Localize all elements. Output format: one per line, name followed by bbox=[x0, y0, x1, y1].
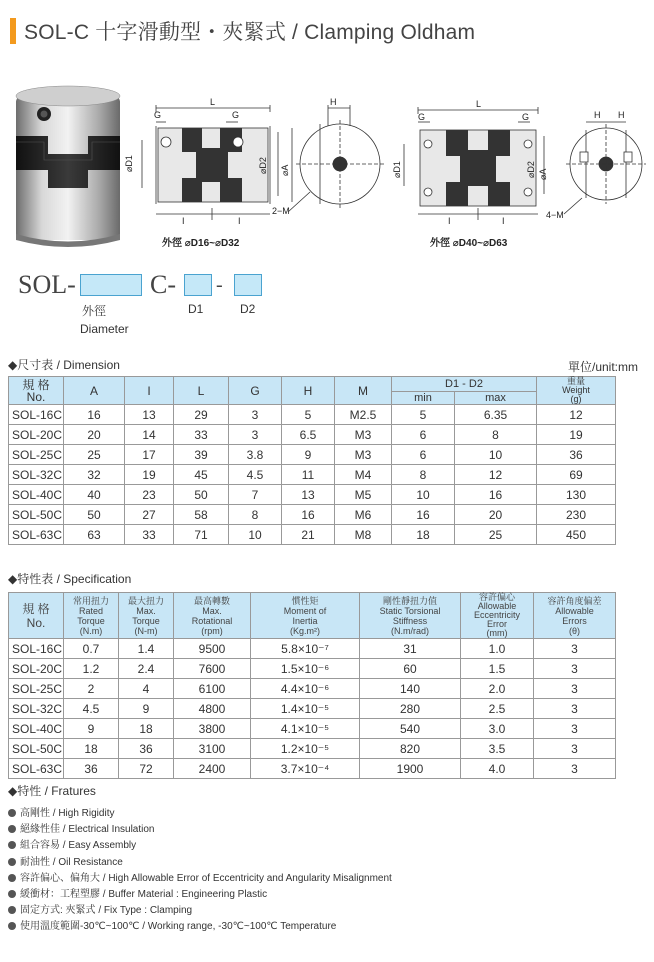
spec-cell: 140 bbox=[360, 679, 461, 699]
spec-cell: 18 bbox=[119, 719, 174, 739]
specification-row bbox=[9, 679, 616, 699]
feature-text: 固定方式: 夾緊式 / Fix Type : Clamping bbox=[20, 905, 193, 917]
specification-row bbox=[9, 719, 616, 739]
dim-cell: 6 bbox=[392, 445, 455, 465]
dim-cell: 10 bbox=[455, 445, 537, 465]
code-sep: - bbox=[216, 274, 223, 296]
bullet-icon bbox=[8, 874, 16, 882]
dim-cell: M6 bbox=[335, 505, 392, 525]
dim-cell: 10 bbox=[229, 525, 282, 545]
dim-cell: 39 bbox=[174, 445, 229, 465]
dim-cell: 8 bbox=[455, 425, 537, 445]
spec-cell: 9500 bbox=[174, 639, 251, 659]
title-accent-bar bbox=[10, 18, 16, 44]
dim-cell: 19 bbox=[125, 465, 174, 485]
spec-cell: 3100 bbox=[174, 739, 251, 759]
dim-cell: 20 bbox=[455, 505, 537, 525]
dim-cell: 63 bbox=[64, 525, 125, 545]
spec-cell: 9 bbox=[64, 719, 119, 739]
label-G: G bbox=[154, 110, 162, 120]
spec-header-inertia: 慣性矩 Moment of Inertia (Kg.m²) bbox=[251, 593, 360, 639]
dim-cell: 32 bbox=[64, 465, 125, 485]
dim-cell-model: SOL-20C bbox=[9, 425, 64, 445]
feature-text: 高剛性 / High Rigidity bbox=[20, 808, 115, 819]
spec-header-rated: 常用扭力 Rated Torque (N.m) bbox=[64, 593, 119, 639]
dim-cell: M4 bbox=[335, 465, 392, 485]
feature-text: 緩衝材：工程塑膠 / Buffer Material : Engineering Plastic bbox=[20, 888, 268, 900]
dim-cell: 16 bbox=[392, 505, 455, 525]
feature-text: 組合容易 / Easy Assembly bbox=[20, 840, 137, 852]
dim-header-G: G bbox=[229, 377, 282, 405]
spec-cell: 7600 bbox=[174, 659, 251, 679]
dim-header-weight: 重量 Weight (g) bbox=[537, 377, 616, 405]
features-section-title: ◆特性 / Fratures bbox=[8, 784, 96, 798]
spec-cell: 4.1×10⁻⁵ bbox=[251, 719, 360, 739]
feature-text: 絕緣性佳 / Electrical Insulation bbox=[20, 824, 155, 836]
specification-table bbox=[8, 592, 616, 779]
dim-cell: 130 bbox=[537, 485, 616, 505]
dim-cell: 19 bbox=[537, 425, 616, 445]
dim-cell: 5 bbox=[282, 405, 335, 425]
dim-cell: 17 bbox=[125, 445, 174, 465]
label-A-2: ⌀A bbox=[538, 168, 548, 180]
label-G-2: G bbox=[418, 112, 426, 122]
spec-cell: 1.2 bbox=[64, 659, 119, 679]
dim-cell: 12 bbox=[455, 465, 537, 485]
dim-cell: M2.5 bbox=[335, 405, 392, 425]
feature-text: 耐油性 / Oil Resistance bbox=[20, 856, 123, 868]
label-I-3: I bbox=[502, 216, 505, 226]
spec-cell: 72 bbox=[119, 759, 174, 779]
dimension-table bbox=[8, 376, 616, 545]
bullet-icon bbox=[8, 922, 16, 930]
dim-cell: 71 bbox=[174, 525, 229, 545]
dim-cell: 3.8 bbox=[229, 445, 282, 465]
dim-cell: 45 bbox=[174, 465, 229, 485]
label-L: L bbox=[210, 97, 216, 107]
dim-cell: 3 bbox=[229, 405, 282, 425]
dim-cell: 16 bbox=[282, 505, 335, 525]
feature-item bbox=[8, 871, 392, 887]
dim-cell: 6.5 bbox=[282, 425, 335, 445]
dim-cell: M3 bbox=[335, 425, 392, 445]
code-d1-label: D1 bbox=[188, 302, 204, 316]
dim-cell: 27 bbox=[125, 505, 174, 525]
spec-cell: 0.7 bbox=[64, 639, 119, 659]
code-diameter-label-en: Diameter bbox=[80, 322, 129, 336]
spec-cell: 4800 bbox=[174, 699, 251, 719]
page-title: SOL-C 十字滑動型・夾緊式 / Clamping Oldham bbox=[24, 21, 476, 44]
dim-cell-model: SOL-25C bbox=[9, 445, 64, 465]
spec-cell-model: SOL-25C bbox=[9, 679, 64, 699]
dim-cell: 11 bbox=[282, 465, 335, 485]
spec-cell: 31 bbox=[360, 639, 461, 659]
feature-item bbox=[8, 887, 392, 903]
dim-header-max: max bbox=[455, 392, 537, 405]
spec-cell: 60 bbox=[360, 659, 461, 679]
dim-header-no: 規 格 No. bbox=[9, 377, 64, 405]
spec-cell: 1.5 bbox=[461, 659, 534, 679]
label-G2: G bbox=[232, 110, 240, 120]
dim-cell: 6 bbox=[392, 425, 455, 445]
dim-cell-model: SOL-32C bbox=[9, 465, 64, 485]
unit-label: 單位/unit:mm bbox=[567, 360, 638, 374]
drawing-small-coupling bbox=[120, 96, 390, 236]
spec-cell: 540 bbox=[360, 719, 461, 739]
dim-cell-model: SOL-16C bbox=[9, 405, 64, 425]
specification-row bbox=[9, 639, 616, 659]
dim-cell: 50 bbox=[174, 485, 229, 505]
label-I-2: I bbox=[448, 216, 451, 226]
dim-cell: 18 bbox=[392, 525, 455, 545]
spec-cell: 36 bbox=[119, 739, 174, 759]
label-H-2: H bbox=[594, 110, 601, 120]
spec-cell-model: SOL-32C bbox=[9, 699, 64, 719]
dim-cell: 50 bbox=[64, 505, 125, 525]
spec-cell: 18 bbox=[64, 739, 119, 759]
label-H-3: H bbox=[618, 110, 625, 120]
dimension-section-title: ◆尺寸表 / Dimension bbox=[8, 358, 120, 372]
feature-item bbox=[8, 855, 392, 871]
spec-cell: 1.4 bbox=[119, 639, 174, 659]
dim-cell: 5 bbox=[392, 405, 455, 425]
spec-cell: 3 bbox=[534, 759, 616, 779]
dim-header-H: H bbox=[282, 377, 335, 405]
code-d2-box[interactable] bbox=[234, 274, 262, 296]
label-I2: I bbox=[238, 216, 241, 226]
dim-cell-model: SOL-63C bbox=[9, 525, 64, 545]
dim-cell: 16 bbox=[64, 405, 125, 425]
label-A: ⌀A bbox=[280, 164, 290, 176]
features-list bbox=[8, 806, 392, 936]
spec-cell: 4.0 bbox=[461, 759, 534, 779]
dim-cell: M8 bbox=[335, 525, 392, 545]
spec-header-stiffness: 剛性靜扭力值 Static Torsional Stiffness (N.m/rad) bbox=[360, 593, 461, 639]
dim-cell: 7 bbox=[229, 485, 282, 505]
spec-cell: 2.0 bbox=[461, 679, 534, 699]
bullet-icon bbox=[8, 841, 16, 849]
dim-cell: 13 bbox=[282, 485, 335, 505]
dim-header-L: L bbox=[174, 377, 229, 405]
dimension-row bbox=[9, 505, 616, 525]
feature-text: 使用溫度範圍-30℃~100℃ / Working range, -30℃~100℃ Temperature bbox=[20, 921, 337, 933]
drawing-large-coupling bbox=[390, 100, 646, 236]
code-mid: C- bbox=[150, 270, 176, 299]
specification-row bbox=[9, 659, 616, 679]
spec-cell-model: SOL-40C bbox=[9, 719, 64, 739]
dim-cell: 14 bbox=[125, 425, 174, 445]
dim-cell-model: SOL-50C bbox=[9, 505, 64, 525]
spec-cell: 4 bbox=[119, 679, 174, 699]
dim-cell: 33 bbox=[174, 425, 229, 445]
dim-cell: 20 bbox=[64, 425, 125, 445]
spec-cell: 280 bbox=[360, 699, 461, 719]
spec-cell: 4.5 bbox=[64, 699, 119, 719]
spec-cell: 3 bbox=[534, 639, 616, 659]
dim-cell: 58 bbox=[174, 505, 229, 525]
spec-cell: 9 bbox=[119, 699, 174, 719]
dimension-row bbox=[9, 485, 616, 505]
spec-cell: 3 bbox=[534, 679, 616, 699]
feature-item bbox=[8, 919, 392, 935]
feature-text: 容許偏心、偏角大 / High Allowable Error of Eccentricity and Angularity Misalignment bbox=[20, 872, 392, 884]
bullet-icon bbox=[8, 906, 16, 914]
feature-item bbox=[8, 822, 392, 838]
spec-cell-model: SOL-50C bbox=[9, 739, 64, 759]
dim-cell: 12 bbox=[537, 405, 616, 425]
label-H: H bbox=[330, 97, 337, 107]
spec-cell-model: SOL-20C bbox=[9, 659, 64, 679]
spec-cell-model: SOL-63C bbox=[9, 759, 64, 779]
dim-cell: M5 bbox=[335, 485, 392, 505]
dim-header-d1d2: D1 - D2 bbox=[392, 377, 537, 392]
label-G-3: G bbox=[522, 112, 530, 122]
label-D2-2: ⌀D2 bbox=[526, 161, 536, 178]
spec-header-angular: 容許角度偏差 Allowable Errors (θ) bbox=[534, 593, 616, 639]
spec-cell-model: SOL-16C bbox=[9, 639, 64, 659]
spec-cell: 3800 bbox=[174, 719, 251, 739]
spec-cell: 1900 bbox=[360, 759, 461, 779]
spec-cell: 3 bbox=[534, 719, 616, 739]
spec-cell: 1.4×10⁻⁵ bbox=[251, 699, 360, 719]
dim-header-I: I bbox=[125, 377, 174, 405]
dim-header-A: A bbox=[64, 377, 125, 405]
dim-cell: 450 bbox=[537, 525, 616, 545]
dim-cell: 29 bbox=[174, 405, 229, 425]
label-D1: ⌀D1 bbox=[124, 155, 134, 172]
spec-cell: 36 bbox=[64, 759, 119, 779]
feature-item bbox=[8, 903, 392, 919]
dimension-row bbox=[9, 445, 616, 465]
spec-cell: 3.5 bbox=[461, 739, 534, 759]
bullet-icon bbox=[8, 890, 16, 898]
dim-cell: 69 bbox=[537, 465, 616, 485]
spec-cell: 1.5×10⁻⁶ bbox=[251, 659, 360, 679]
code-d2-label: D2 bbox=[240, 302, 256, 316]
dim-cell: 8 bbox=[229, 505, 282, 525]
spec-cell: 1.2×10⁻⁵ bbox=[251, 739, 360, 759]
spec-header-speed: 最高轉數 Max. Rotational (rpm) bbox=[174, 593, 251, 639]
spec-cell: 2 bbox=[64, 679, 119, 699]
dim-cell: 21 bbox=[282, 525, 335, 545]
code-diameter-label-cn: 外徑 bbox=[82, 304, 107, 318]
bullet-icon bbox=[8, 825, 16, 833]
spec-header-max: 最大扭力 Max. Torque (N-m) bbox=[119, 593, 174, 639]
label-D1-2: ⌀D1 bbox=[392, 161, 402, 178]
dimension-row bbox=[9, 425, 616, 445]
spec-cell: 6100 bbox=[174, 679, 251, 699]
spec-cell: 820 bbox=[360, 739, 461, 759]
spec-header-eccentricity: 容許偏心 Allowable Eccentricity Error (mm) bbox=[461, 593, 534, 639]
dimension-row bbox=[9, 465, 616, 485]
feature-item bbox=[8, 838, 392, 854]
code-prefix: SOL- bbox=[18, 270, 76, 299]
label-4M: 4−M bbox=[546, 210, 564, 220]
dim-cell: 25 bbox=[455, 525, 537, 545]
spec-cell: 3.7×10⁻⁴ bbox=[251, 759, 360, 779]
label-D2: ⌀D2 bbox=[258, 157, 268, 174]
code-diameter-box[interactable] bbox=[80, 274, 142, 296]
specification-section-title: ◆特性表 / Specification bbox=[8, 572, 132, 586]
caption-large: 外徑 ⌀D40~⌀D63 bbox=[430, 238, 508, 249]
dim-cell: 9 bbox=[282, 445, 335, 465]
dim-cell: 6.35 bbox=[455, 405, 537, 425]
dim-cell: 10 bbox=[392, 485, 455, 505]
spec-cell: 3 bbox=[534, 699, 616, 719]
spec-cell: 3 bbox=[534, 659, 616, 679]
dim-cell: M3 bbox=[335, 445, 392, 465]
dimension-row bbox=[9, 405, 616, 425]
dim-cell: 36 bbox=[537, 445, 616, 465]
dim-cell: 33 bbox=[125, 525, 174, 545]
label-2M: 2−M bbox=[272, 206, 290, 216]
coupling-photo bbox=[8, 84, 128, 252]
dim-cell-model: SOL-40C bbox=[9, 485, 64, 505]
specification-row bbox=[9, 739, 616, 759]
dim-cell: 23 bbox=[125, 485, 174, 505]
dim-cell: 230 bbox=[537, 505, 616, 525]
spec-cell: 2400 bbox=[174, 759, 251, 779]
label-I: I bbox=[182, 216, 185, 226]
spec-cell: 1.0 bbox=[461, 639, 534, 659]
dim-cell: 4.5 bbox=[229, 465, 282, 485]
spec-cell: 5.8×10⁻⁷ bbox=[251, 639, 360, 659]
dim-header-min: min bbox=[392, 392, 455, 405]
dimension-row bbox=[9, 525, 616, 545]
label-L-2: L bbox=[476, 100, 482, 109]
spec-cell: 3 bbox=[534, 739, 616, 759]
dim-header-M: M bbox=[335, 377, 392, 405]
dim-cell: 13 bbox=[125, 405, 174, 425]
specification-row bbox=[9, 759, 616, 779]
spec-cell: 2.5 bbox=[461, 699, 534, 719]
bullet-icon bbox=[8, 858, 16, 866]
spec-header-no: 規 格 No. bbox=[9, 593, 64, 639]
dim-cell: 8 bbox=[392, 465, 455, 485]
spec-cell: 2.4 bbox=[119, 659, 174, 679]
dim-cell: 3 bbox=[229, 425, 282, 445]
feature-item bbox=[8, 806, 392, 822]
spec-cell: 4.4×10⁻⁶ bbox=[251, 679, 360, 699]
spec-cell: 3.0 bbox=[461, 719, 534, 739]
dim-cell: 16 bbox=[455, 485, 537, 505]
code-d1-box[interactable] bbox=[184, 274, 212, 296]
specification-row bbox=[9, 699, 616, 719]
dim-cell: 40 bbox=[64, 485, 125, 505]
bullet-icon bbox=[8, 809, 16, 817]
dim-cell: 25 bbox=[64, 445, 125, 465]
caption-small: 外徑 ⌀D16~⌀D32 bbox=[162, 238, 240, 249]
